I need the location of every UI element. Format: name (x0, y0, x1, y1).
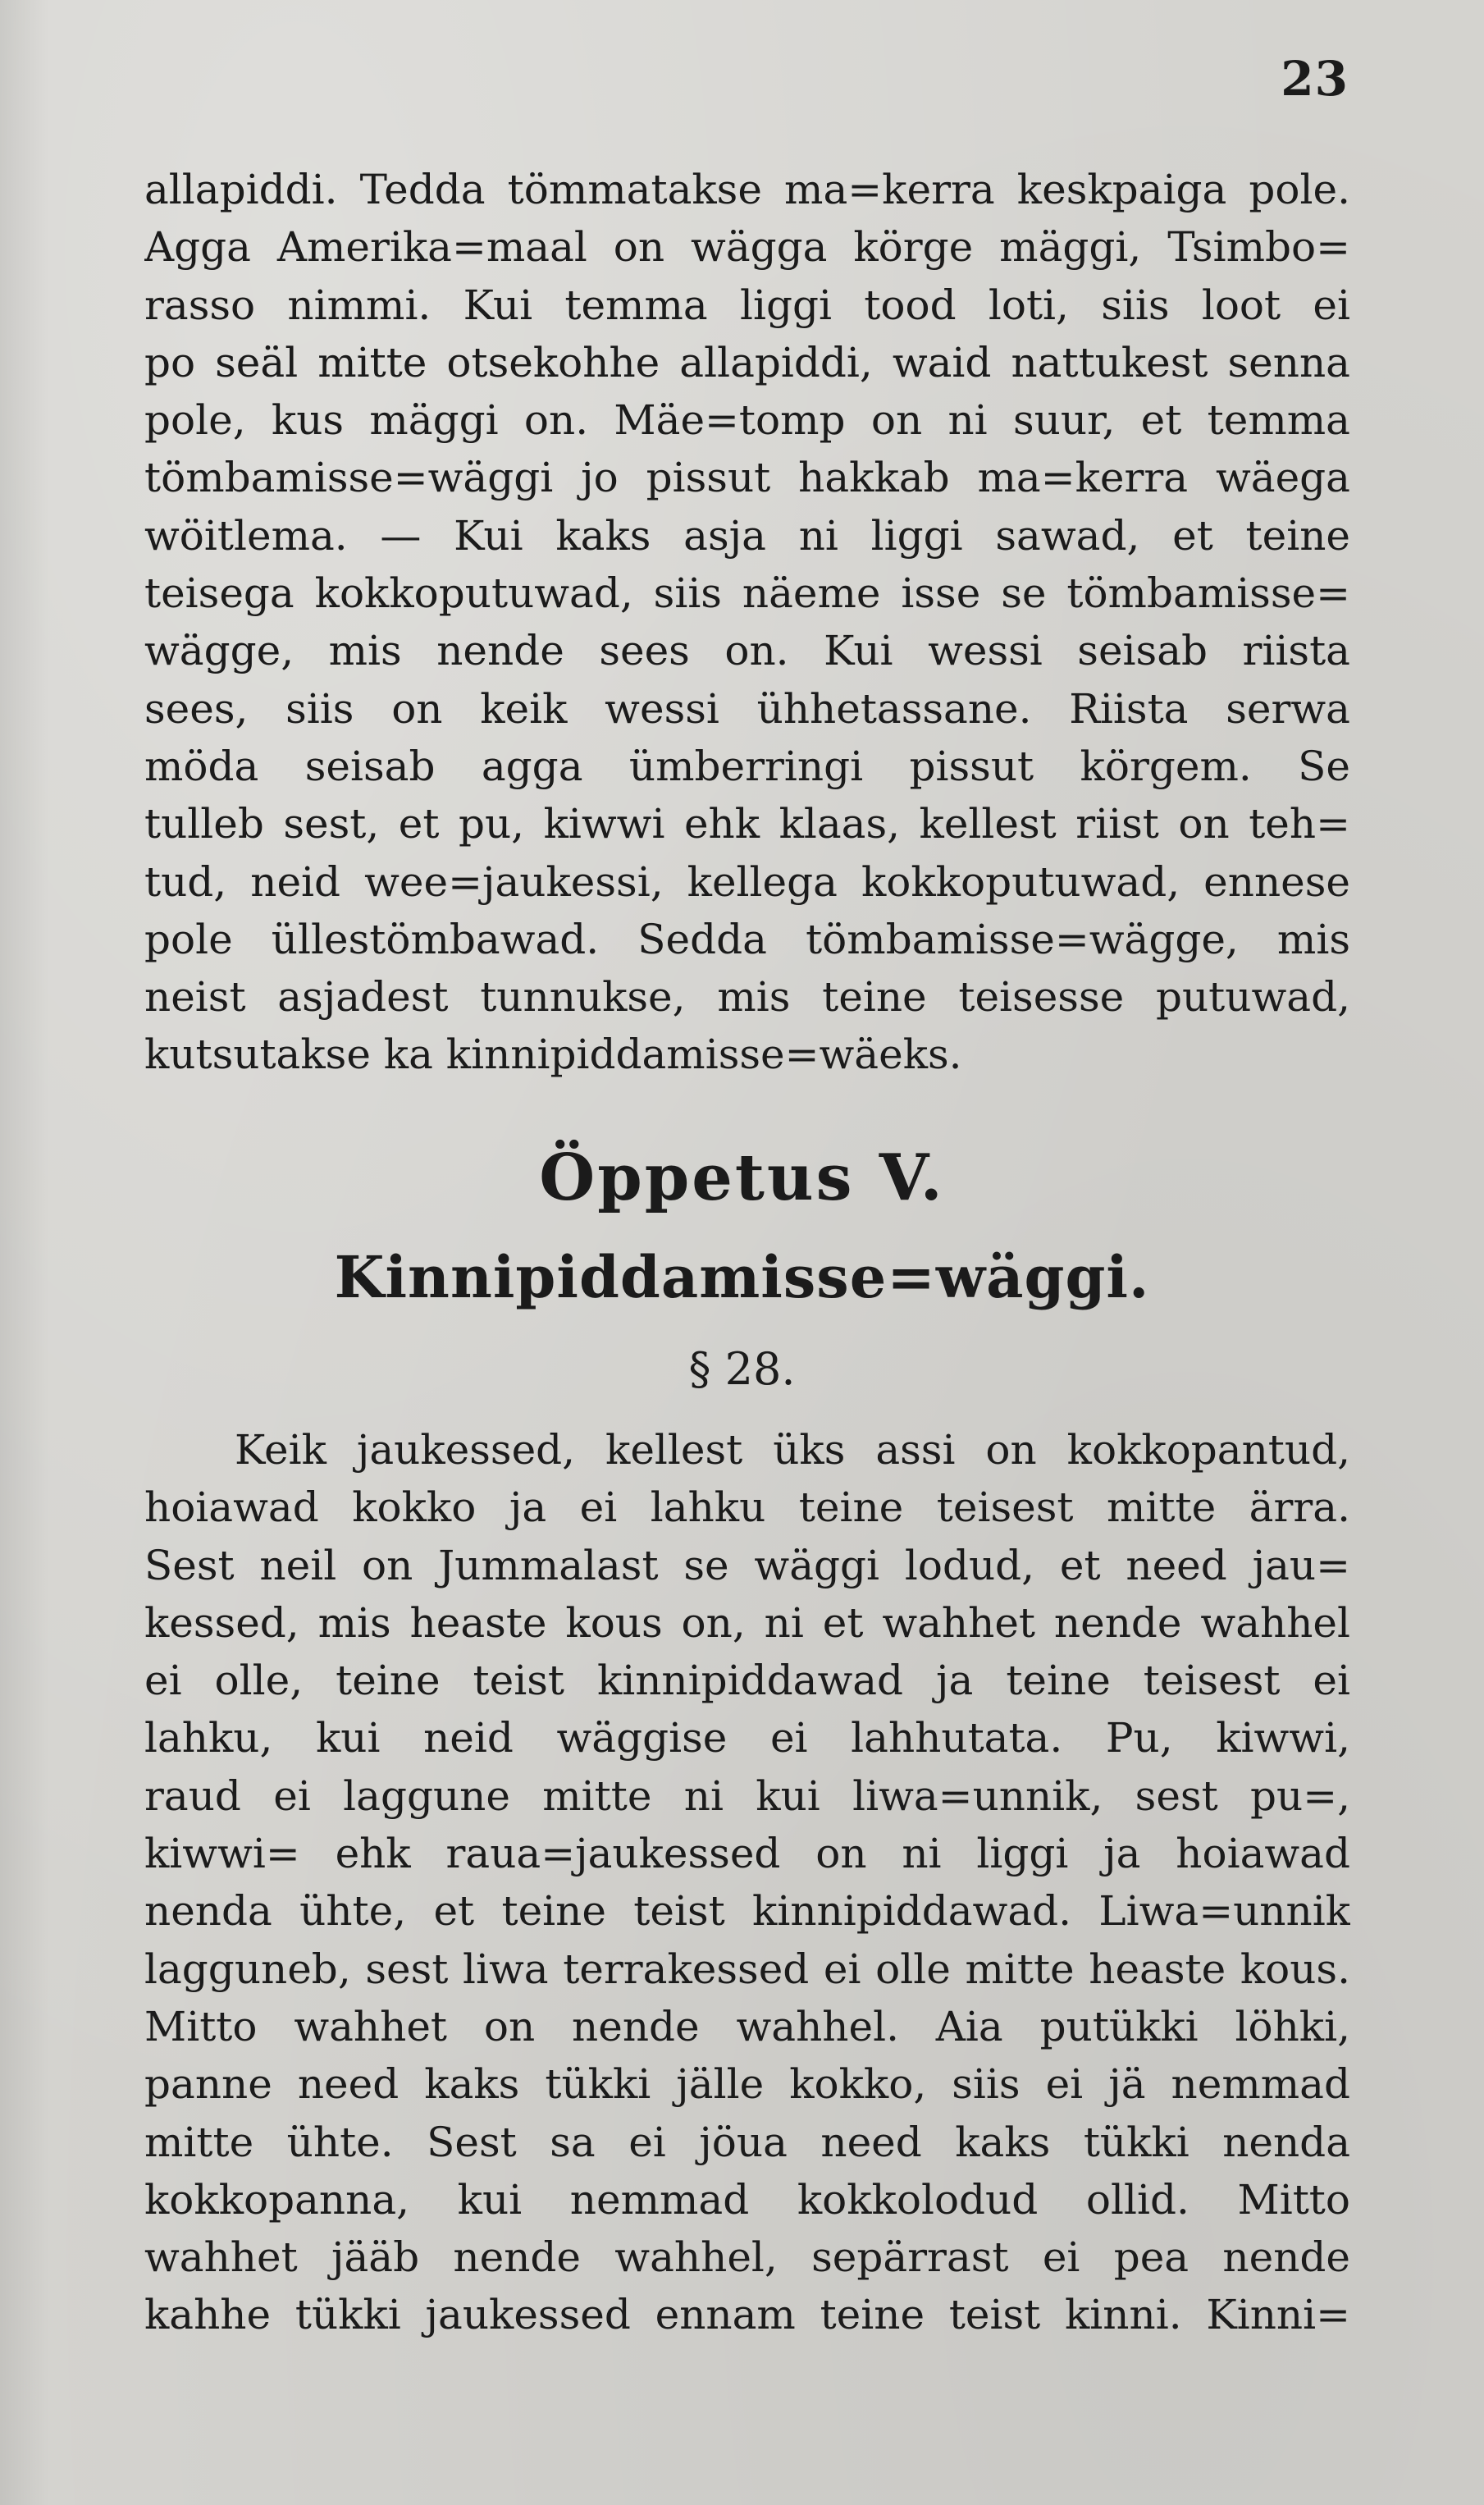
text-line: tud, neid wee=jaukessi, kellega kokkoputuwad, ennese (144, 857, 1350, 906)
text-line: pole, kus mäggi on. Mäe=tomp on ni suur, et temma (144, 396, 1350, 445)
text-line: lahku, kui neid wäggise ei lahhutata. Pu, kiwwi, (144, 1714, 1350, 1762)
page-number: 23 (1281, 51, 1349, 107)
text-line: kiwwi= ehk raua=jaukessed on ni liggi ja hoiawad (144, 1830, 1350, 1878)
text-line: hoiawad kokko ja ei lahku teine teisest mitte ärra. (144, 1483, 1350, 1532)
text-line: pole üllestömbawad. Sedda tömbamisse=wägge, mis (144, 915, 1350, 963)
text-line: kessed, mis heaste kous on, ni et wahhet nende wahhel (144, 1598, 1350, 1647)
text-line: Keik jaukessed, kellest üks assi on kokkopantud, (235, 1426, 1350, 1474)
text-line: neist asjadest tunnukse, mis teine teisesse putuwad, (144, 973, 1350, 1022)
paragraph-top (144, 161, 1350, 1084)
text-line: ei olle, teine teist kinnipiddawad ja teine teisest ei (144, 1657, 1350, 1705)
text-line: tulleb sest, et pu, kiwwi ehk klaas, kellest riist on teh= (144, 800, 1350, 848)
text-line: wahhet jääb nende wahhel, sepärrast ei pea nende (144, 2233, 1350, 2282)
text-line: Sest neil on Jummalast se wäggi lodud, et need jau= (144, 1541, 1350, 1589)
topic-heading: Kinnipiddamisse=wäggi. (334, 1243, 1150, 1311)
text-line: kahhe tükki jaukessed ennam teine teist kinni. Kinni= (144, 2291, 1350, 2339)
text-line: Mitto wahhet on nende wahhel. Aia putükki löhki, (144, 2002, 1350, 2050)
text-line: raud ei laggune mitte ni kui liwa=unnik, sest pu=, (144, 1771, 1350, 1820)
text-line: wägge, mis nende sees on. Kui wessi seisab riista (144, 627, 1350, 675)
text-line: mitte ühte. Sest sa ei jöua need kaks tükki nenda (144, 2118, 1350, 2166)
paragraph-body (144, 1421, 1350, 2344)
text-line: kokkopanna, kui nemmad kokkolodud ollid. Mitto (144, 2175, 1350, 2224)
text-line: möda seisab agga ümberringi pissut körgem. Se (144, 742, 1350, 790)
lesson-heading: Öppetus V. (539, 1141, 945, 1215)
text-line: tömbamisse=wäggi jo pissut hakkab ma=kerra wäega (144, 454, 1350, 502)
text-line: Agga Amerika=maal on wägga körge mäggi, Tsimbo= (144, 223, 1350, 272)
text-line: panne need kaks tükki jälle kokko, siis ei jä nemmad (144, 2060, 1350, 2109)
text-line: rasso nimmi. Kui temma liggi tood loti, siis loot ei (144, 281, 1350, 329)
text-line: teisega kokkoputuwad, siis näeme isse se tömbamisse= (144, 569, 1350, 618)
text-line: po seäl mitte otsekohhe allapiddi, waid nattukest senna (144, 338, 1350, 386)
text-line: nenda ühte, et teine teist kinnipiddawad. Liwa=unnik (144, 1887, 1350, 1936)
text-line: allapiddi. Tedda tömmatakse ma=kerra keskpaiga pole. (144, 166, 1350, 213)
text-line: sees, siis on keik wessi ühhetassane. Riista serwa (144, 684, 1350, 733)
text-line: lagguneb, sest liwa terrakessed ei olle mitte heaste kous. (144, 1945, 1350, 1993)
section-number: § 28. (688, 1343, 796, 1395)
text-line: wöitlema. — Kui kaks asja ni liggi sawad, et teine (144, 511, 1350, 560)
text-line: kutsutakse ka kinnipiddamisse=wäeks. (144, 1031, 962, 1079)
